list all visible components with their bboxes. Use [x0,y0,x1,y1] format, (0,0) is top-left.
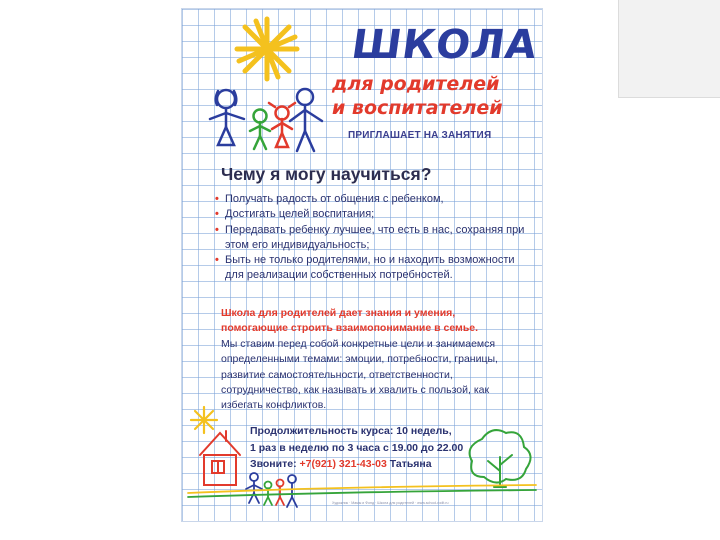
contact-name: Татьяна [389,458,432,470]
list-item [215,207,525,222]
list-item [215,223,525,254]
phone-number[interactable]: +7(921) 321-43-03 [299,458,387,470]
small-sun-drawing [191,407,217,433]
family-drawing [210,89,322,151]
slogan-text: Школа для родителей дает знания и умения, помогающие строить взаимопонимание в семье. [221,307,479,335]
poster-subtitle-line1: для родителей [332,73,500,95]
bullet-icon: • [215,193,219,205]
course-info [250,423,490,473]
corner-panel [618,0,720,98]
bullet-icon: • [215,208,219,221]
sun-drawing [237,19,297,79]
list-item-text: Получать радость от общения с ребенком, [225,193,444,205]
poster-invites: ПРИГЛАШАЕТ НА ЗАНЯТИЯ [348,130,492,141]
goals-text: Мы ставим перед собой конкретные цели и занимаемся определенными темами: эмоции, потребности, границы, развитие самостоятельности, ответственности, сотрудничество, как называть и хвалить с пользой, как избегать конфликтов. [221,338,498,412]
bullet-icon: • [215,254,219,267]
course-duration: Продолжительность курса: 10 недель, [250,425,452,437]
poster-footer: Художник · Мамы и Фонд · Школа для родителей · www.school-rodit.ru [332,501,449,505]
poster [181,8,543,522]
list-item-text: Быть не только родителями, но и находить возможности для реализации собственных потребностей. [225,254,515,282]
ground-drawing [188,485,536,497]
list-item-text: Достигать целей воспитания; [225,208,375,221]
poster-title: ШКОЛА [348,22,541,68]
call-label: Звоните: [250,458,297,470]
list-item-text: Передавать ребенку лучшее, что есть в нас, сохраняя при этом его индивидуальность; [225,223,525,251]
poster-subtitle-line2: и воспитателей [332,97,503,119]
course-schedule: 1 раз в неделю по 3 часа с 19.00 до 22.00 [250,441,464,454]
list-item [215,192,525,207]
question-heading: Чему я могу научиться? [221,164,432,184]
bullet-icon: • [215,223,219,236]
course-contact-line [250,456,490,473]
house-drawing [200,431,240,485]
list-item [215,253,525,284]
skills-list [215,192,525,284]
